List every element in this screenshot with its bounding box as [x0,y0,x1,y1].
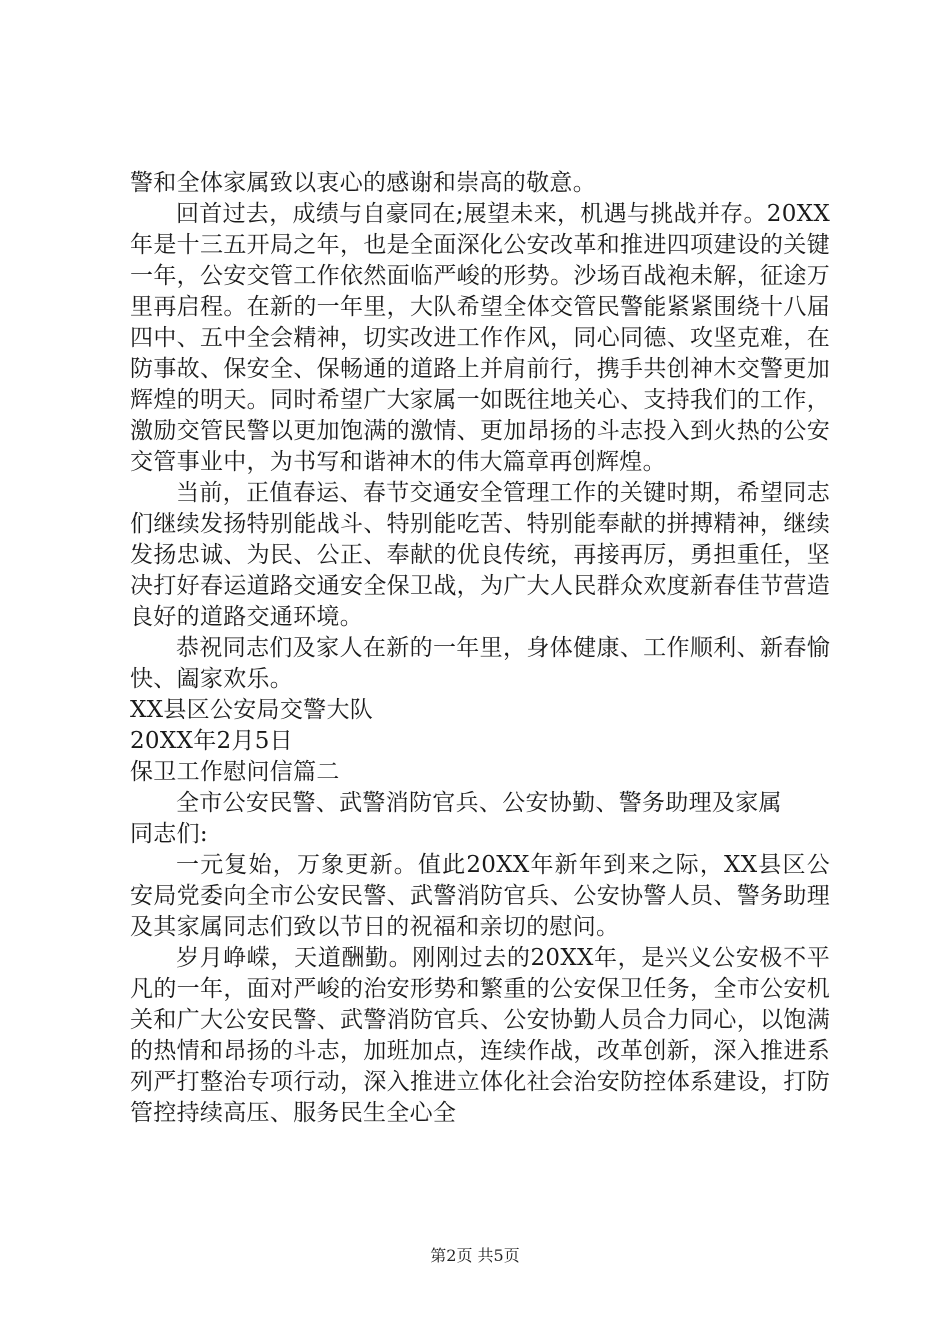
paragraph: 当前，正值春运、春节交通安全管理工作的关键时期，希望同志们继续发扬特别能战斗、特别能吃苦、特别能奉献的拼搏精神，继续发扬忠诚、为民、公正、奉献的优良传统，再接再厉，勇担重任，坚决打好春运道路交通安全保卫战，为广大人民群众欢度新春佳节营造良好的道路交通环境。 [130,480,830,630]
salutation-recipients: 全市公安民警、武警消防官兵、公安协勤、警务助理及家属 [176,790,782,816]
document-body [130,168,830,1129]
paragraph-continuation: 警和全体家属致以衷心的感谢和崇高的敬意。 [130,170,596,196]
paragraph: 一元复始，万象更新。值此20XX年新年到来之际，XX县区公安局党委向全市公安民警、武警消防官兵、公安协警人员、警务助理及其家属同志们致以节日的祝福和亲切的慰问。 [130,852,830,940]
signature-organization: XX县区公安局交警大队 [130,697,374,723]
paragraph: 岁月峥嵘，天道酬勤。刚刚过去的20XX年，是兴义公安极不平凡的一年，面对严峻的治安形势和繁重的公安保卫任务，全市公安机关和广大公安民警、武警消防官兵、公安协勤人员合力同心，以饱满的热情和昂扬的斗志，加班加点，连续作战，改革创新，深入推进系列严打整治专项行动，深入推进立体化社会治安防控体系建设，打防管控持续高压、服务民生全心全 [130,945,830,1126]
paragraph: 恭祝同志们及家人在新的一年里，身体健康、工作顺利、新春愉快、阖家欢乐。 [130,635,830,692]
page-number: 第2页 共5页 [430,1246,520,1265]
signature-date: 20XX年2月5日 [130,728,293,754]
section-heading: 保卫工作慰问信篇二 [130,759,340,785]
paragraph: 回首过去，成绩与自豪同在;展望未来，机遇与挑战并存。20XX年是十三五开局之年，也是全面深化公安改革和推进四项建设的关键一年，公安交管工作依然面临严峻的形势。沙场百战袍未解，征途万里再启程。在新的一年里，大队希望全体交管民警能紧紧围绕十八届四中、五中全会精神，切实改进工作作风，同心同德、攻坚克难，在防事故、保安全、保畅通的道路上并肩前行，携手共创神木交警更加辉煌的明天。同时希望广大家属一如既往地关心、支持我们的工作，激励交管民警以更加饱满的激情、更加昂扬的斗志投入到火热的公安交管事业中，为书写和谐神木的伟大篇章再创辉煌。 [130,201,830,475]
salutation: 同志们: [130,821,208,847]
